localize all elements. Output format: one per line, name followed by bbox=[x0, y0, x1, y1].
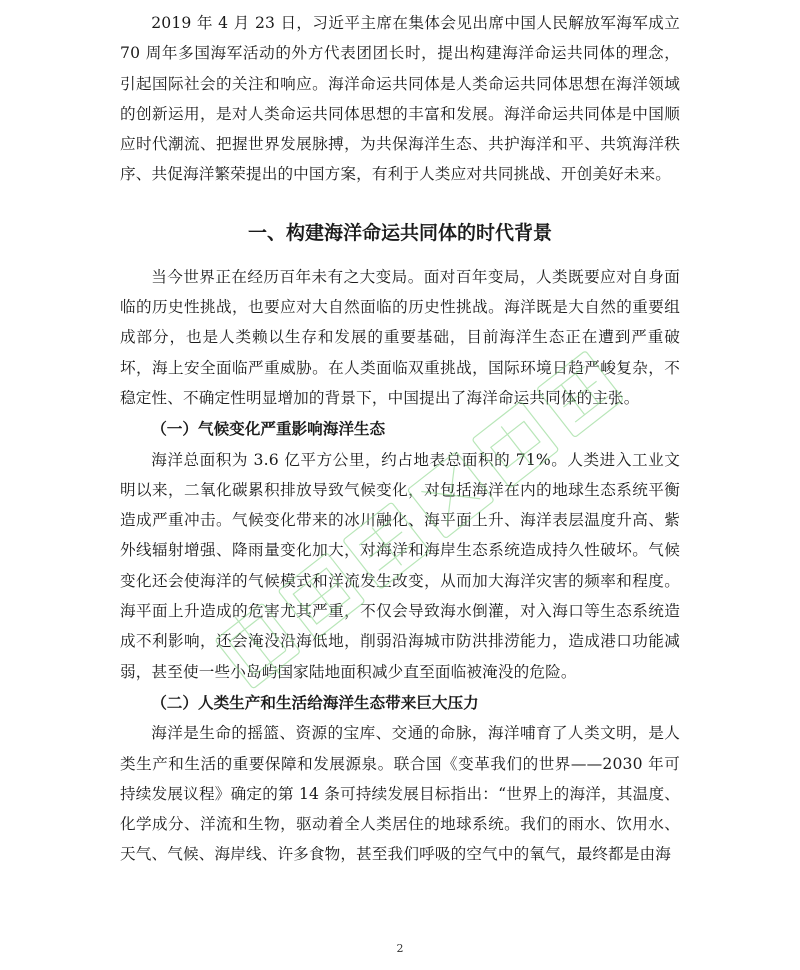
intro-paragraph: 2019 年 4 月 23 日，习近平主席在集体会见出席中国人民解放军海军成立 70 周年多国海军活动的外方代表团团长时，提出构建海洋命运共同体的理念，引起国际社会的关注和响应。海洋命运共同体是人类命运共同体思想在海洋领域的创新运用，是对人类命运共同体思想的丰富和发展。海洋命运共同体是中国顺应时代潮流、把握世界发展脉搏，为共保海洋生态、共护海洋和平、共筑海洋秩序、共促海洋繁荣提出的中国方案，有利于人类应对共同挑战、开创美好未来。 bbox=[120, 14, 680, 184]
document-body bbox=[120, 8, 680, 870]
subsection-2-title: （二）人类生产和生活给海洋生态带来巨大压力 bbox=[151, 693, 479, 712]
page-number: 2 bbox=[396, 942, 404, 955]
subsection-2-paragraph: 海洋是生命的摇篮、资源的宝库、交通的命脉，海洋哺育了人类文明，是人类生产和生活的重要保障和发展源泉。联合国《变革我们的世界——2030 年可持续发展议程》确定的第 14 条可持续发展目标指出：“世界上的海洋，其温度、化学成分、洋流和生物，驱动着全人类居住的地球系统。我们的雨水、饮用水、天气、气候、海岸线、许多食物，甚至我们呼吸的空气中的氧气，最终都是由海 bbox=[120, 724, 680, 864]
subsection-1-paragraph: 海洋总面积为 3.6 亿平方公里，约占地表总面积的 71%。人类进入工业文明以来，二氧化碳累积排放导致气候变化，对包括海洋在内的地球生态系统平衡造成严重冲击。气候变化带来的冰川融化、海平面上升、海洋表层温度升高、紫外线辐射增强、降雨量变化加大，对海洋和海岸生态系统造成持久性破坏。气候变化还会使海洋的气候模式和洋流发生改变，从而加大海洋灾害的频率和程度。海平面上升造成的危害尤其严重，不仅会导致海水倒灌，对入海口等生态系统造成不利影响，还会淹没沿海低地，削弱沿海城市防洪排涝能力，造成港口功能减弱，甚至使一些小岛屿国家陆地面积减少直至面临被淹没的危险。 bbox=[120, 450, 680, 681]
section-paragraph: 当今世界正在经历百年未有之大变局。面对百年变局，人类既要应对自身面临的历史性挑战，也要应对大自然面临的历史性挑战。海洋既是大自然的重要组成部分，也是人类赖以生存和发展的重要基础，目前海洋生态正在遭到严重破坏，海上安全面临严重威胁。在人类面临双重挑战，国际环境日趋严峻复杂，不稳定性、不确定性明显增加的背景下，中国提出了海洋命运共同体的主张。 bbox=[120, 267, 680, 407]
section-title: 一、构建海洋命运共同体的时代背景 bbox=[247, 221, 552, 244]
subsection-1-title: （一）气候变化严重影响海洋生态 bbox=[151, 420, 386, 439]
